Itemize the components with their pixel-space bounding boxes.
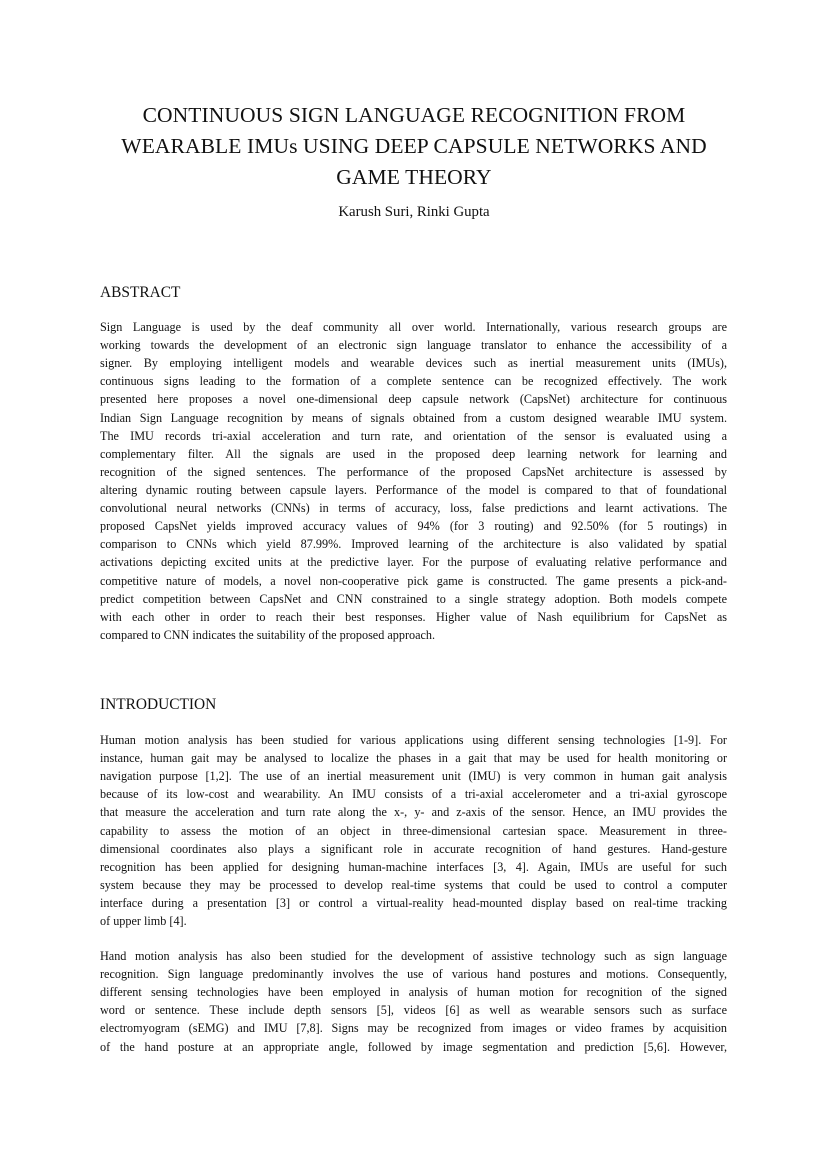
intro-line: of the hand posture at an appropriate angle, followed by image segmentation and prediction [5,6]. However, bbox=[100, 1039, 727, 1054]
abstract-line: working towards the development of an electronic sign language translator to enhance the accessibility of a bbox=[100, 338, 727, 353]
abstract-line: activations depicting excited units at the predictive layer. For the purpose of evaluating relative performance and bbox=[100, 555, 727, 570]
intro-line: system because they may be processed to develop real-time systems that could be used to control a computer bbox=[100, 877, 727, 892]
title-line: GAME THEORY bbox=[336, 165, 492, 189]
abstract-line: competitive nature of models, a novel non-cooperative pick game is constructed. The game presents a pick-and- bbox=[100, 573, 727, 588]
introduction-heading: INTRODUCTION bbox=[100, 696, 217, 713]
abstract-line: presented here proposes a novel one-dimensional deep capsule network (CapsNet) architecture for continuous bbox=[100, 392, 727, 407]
intro-line: because of its low-cost and wearability. An IMU consists of a tri-axial accelerometer and a tri-axial gyroscope bbox=[100, 787, 727, 802]
abstract-line: compared to CNN indicates the suitability of the proposed approach. bbox=[100, 627, 436, 642]
intro-line: electromyogram (sEMG) and IMU [7,8]. Signs may be recognized from images or video frames by acquisition bbox=[100, 1021, 727, 1036]
intro-line: of upper limb [4]. bbox=[100, 914, 187, 929]
title-line: WEARABLE IMUs USING DEEP CAPSULE NETWORKS AND bbox=[121, 134, 707, 158]
abstract-line: continuous signs leading to the formation of a complete sentence can be recognized effectively. The work bbox=[100, 374, 727, 389]
intro-line: navigation purpose [1,2]. The use of an inertial measurement unit (IMU) is very common in human gait analysis bbox=[100, 769, 727, 784]
abstract-line: complementary filter. All the signals are used in the proposed deep learning network for learning and bbox=[100, 446, 727, 461]
abstract-line: Indian Sign Language recognition by means of signals obtained from a custom designed wearable IMU system. bbox=[100, 410, 727, 425]
abstract-line: signer. By employing intelligent models and wearable devices such as inertial measurement units (IMUs), bbox=[100, 356, 727, 371]
paper-title bbox=[80, 100, 748, 193]
intro-line: word or sentence. These include depth sensors [5], videos [6] as well as wearable sensors such as surface bbox=[100, 1003, 727, 1018]
title-line: CONTINUOUS SIGN LANGUAGE RECOGNITION FROM bbox=[142, 103, 686, 127]
abstract-line: proposed CapsNet yields improved accuracy values of 94% (for 3 routing) and 92.50% (for 5 routings) in bbox=[100, 519, 727, 534]
intro-line: dimensional coordinates also plays a significant role in accurate recognition of hand gestures. Hand-gesture bbox=[100, 841, 727, 856]
abstract-line: convolutional neural networks (CNNs) in terms of accuracy, loss, false predictions and learnt activations. The bbox=[100, 501, 727, 516]
introduction-paragraph-2 bbox=[100, 947, 727, 1056]
intro-line: interface during a presentation [3] or control a virtual-reality head-mounted display based on real-time tracking bbox=[100, 895, 727, 910]
abstract-heading: ABSTRACT bbox=[100, 284, 181, 301]
abstract-paragraph bbox=[100, 318, 727, 644]
intro-line: instance, human gait may be analysed to localize the phases in a gait that may be used for health monitoring or bbox=[100, 751, 727, 766]
intro-line: Human motion analysis has been studied for various applications using different sensing technologies [1-9]. For bbox=[100, 733, 727, 747]
intro-line: Hand motion analysis has also been studied for the development of assistive technology such as sign language bbox=[100, 949, 727, 963]
abstract-line: Sign Language is used by the deaf community all over world. Internationally, various research groups are bbox=[100, 320, 727, 334]
abstract-line: The IMU records tri-axial acceleration and turn rate, and orientation of the sensor is evaluated using a bbox=[100, 428, 727, 443]
intro-line: different sensing technologies have been employed in analysis of human motion for recognition of the signed bbox=[100, 985, 727, 1000]
introduction-paragraph-1 bbox=[100, 731, 727, 930]
abstract-line: comparison to CNNs which yield 87.99%. Improved learning of the architecture is also validated by spatial bbox=[100, 537, 727, 552]
intro-line: capability to assess the motion of an object in three-dimensional cartesian space. Measurement in three- bbox=[100, 823, 727, 838]
intro-line: recognition. Sign language predominantly involves the use of various hand postures and motions. Consequently, bbox=[100, 967, 727, 982]
abstract-line: altering dynamic routing between capsule layers. Performance of the model is compared to that of foundational bbox=[100, 482, 727, 497]
abstract-line: predict competition between CapsNet and CNN constrained to a single strategy adoption. Both models compete bbox=[100, 591, 727, 606]
intro-line: recognition has been applied for designing human-machine interfaces [3, 4]. Again, IMUs are useful for such bbox=[100, 859, 727, 874]
abstract-line: with each other in order to reach their best responses. Higher value of Nash equilibrium for CapsNet as bbox=[100, 609, 727, 624]
paper-authors: Karush Suri, Rinki Gupta bbox=[338, 204, 490, 220]
abstract-line: recognition of the signed sentences. The performance of the proposed CapsNet architecture is assessed by bbox=[100, 464, 727, 479]
intro-line: that measure the acceleration and turn rate along the x-, y- and z-axis of the sensor. Hence, an IMU provides the bbox=[100, 805, 727, 820]
